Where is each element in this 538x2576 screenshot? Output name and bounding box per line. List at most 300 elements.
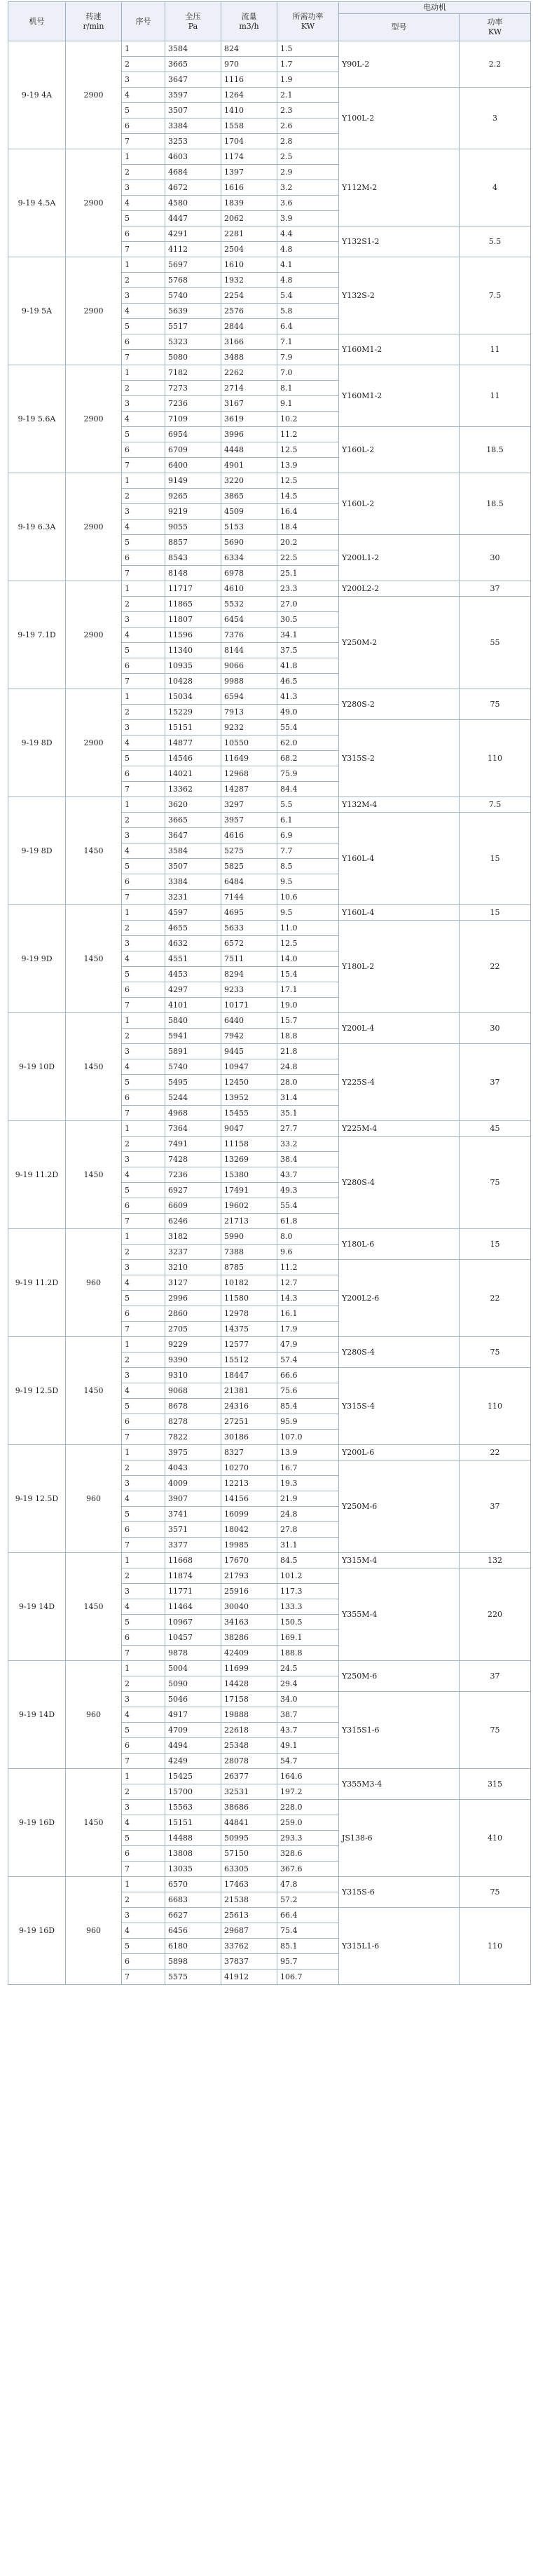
flow-cell: 5825 — [221, 859, 277, 874]
seq-cell: 1 — [122, 581, 165, 597]
power-cell: 66.4 — [277, 1908, 339, 1923]
motor-model-cell: Y200L2-6 — [339, 1260, 460, 1337]
pressure-cell: 6683 — [165, 1892, 221, 1908]
motor-power-cell: 15 — [460, 905, 531, 921]
seq-cell: 7 — [122, 350, 165, 365]
flow-cell: 5990 — [221, 1229, 277, 1245]
seq-cell: 4 — [122, 951, 165, 967]
flow-cell: 37837 — [221, 1954, 277, 1970]
power-cell: 2.1 — [277, 88, 339, 103]
header-pressure — [165, 2, 221, 41]
power-cell: 4.8 — [277, 242, 339, 257]
motor-power-cell: 75 — [460, 1877, 531, 1908]
pressure-cell: 13808 — [165, 1846, 221, 1862]
power-cell: 10.6 — [277, 890, 339, 905]
seq-cell: 2 — [122, 921, 165, 936]
motor-power-cell: 22 — [460, 1445, 531, 1460]
pressure-cell: 5898 — [165, 1954, 221, 1970]
power-cell: 57.2 — [277, 1892, 339, 1908]
flow-cell: 4616 — [221, 828, 277, 843]
power-cell: 95.7 — [277, 1954, 339, 1970]
seq-cell: 1 — [122, 473, 165, 489]
speed-cell: 1450 — [66, 905, 122, 1013]
motor-model-cell: Y315S1-6 — [339, 1692, 460, 1769]
flow-cell: 6334 — [221, 550, 277, 566]
seq-cell: 4 — [122, 196, 165, 211]
seq-cell: 3 — [122, 288, 165, 304]
pressure-cell: 9055 — [165, 520, 221, 535]
motor-model-cell: Y355M-4 — [339, 1568, 460, 1661]
seq-cell: 6 — [122, 550, 165, 566]
speed-cell: 960 — [66, 1229, 122, 1337]
pressure-cell: 4655 — [165, 921, 221, 936]
flow-cell: 1704 — [221, 134, 277, 149]
seq-cell: 2 — [122, 1676, 165, 1692]
power-cell: 1.5 — [277, 41, 339, 57]
flow-cell: 3996 — [221, 427, 277, 442]
header-flow-label: 流量 — [241, 11, 257, 21]
motor-model-cell: Y100L-2 — [339, 88, 460, 149]
seq-cell: 4 — [122, 1383, 165, 1399]
seq-cell: 3 — [122, 612, 165, 628]
pressure-cell: 11807 — [165, 612, 221, 628]
seq-cell: 1 — [122, 797, 165, 813]
seq-cell: 3 — [122, 504, 165, 520]
motor-model-cell: Y315L1-6 — [339, 1908, 460, 1985]
seq-cell: 5 — [122, 1291, 165, 1306]
table-row — [8, 149, 531, 165]
flow-cell: 12577 — [221, 1337, 277, 1353]
table-row — [8, 1013, 531, 1029]
seq-cell: 7 — [122, 1538, 165, 1553]
pressure-cell: 6627 — [165, 1908, 221, 1923]
power-cell: 5.4 — [277, 288, 339, 304]
power-cell: 4.1 — [277, 257, 339, 273]
seq-cell: 6 — [122, 1522, 165, 1538]
pressure-cell: 8148 — [165, 566, 221, 581]
flow-cell: 9232 — [221, 720, 277, 735]
power-cell: 16.4 — [277, 504, 339, 520]
pressure-cell: 4672 — [165, 180, 221, 196]
seq-cell: 3 — [122, 1908, 165, 1923]
table-row — [8, 797, 531, 813]
seq-cell: 1 — [122, 1445, 165, 1460]
pressure-cell: 7182 — [165, 365, 221, 381]
flow-cell: 4695 — [221, 905, 277, 921]
flow-cell: 2254 — [221, 288, 277, 304]
seq-cell: 5 — [122, 103, 165, 118]
speed-cell: 1450 — [66, 1553, 122, 1661]
power-cell: 117.3 — [277, 1584, 339, 1599]
motor-power-cell: 5.5 — [460, 226, 531, 257]
motor-model-cell: Y160M1-2 — [339, 334, 460, 365]
pressure-cell: 3507 — [165, 859, 221, 874]
pressure-cell: 13035 — [165, 1862, 221, 1877]
pressure-cell: 9265 — [165, 489, 221, 504]
flow-cell: 6454 — [221, 612, 277, 628]
pressure-cell: 7273 — [165, 381, 221, 396]
power-cell: 293.3 — [277, 1831, 339, 1846]
motor-power-cell: 110 — [460, 1908, 531, 1985]
flow-cell: 6440 — [221, 1013, 277, 1029]
motor-model-cell: Y90L-2 — [339, 41, 460, 88]
pressure-cell: 15425 — [165, 1769, 221, 1784]
flow-cell: 9988 — [221, 674, 277, 689]
flow-cell: 1174 — [221, 149, 277, 165]
power-cell: 367.6 — [277, 1862, 339, 1877]
flow-cell: 2576 — [221, 304, 277, 319]
flow-cell: 14156 — [221, 1491, 277, 1507]
pressure-cell: 3741 — [165, 1507, 221, 1522]
flow-cell: 970 — [221, 57, 277, 72]
seq-cell: 2 — [122, 1245, 165, 1260]
table-body — [8, 41, 531, 1985]
pressure-cell: 4453 — [165, 967, 221, 982]
power-cell: 29.4 — [277, 1676, 339, 1692]
table-row — [8, 365, 531, 381]
flow-cell: 4610 — [221, 581, 277, 597]
power-cell: 11.0 — [277, 921, 339, 936]
motor-power-cell: 220 — [460, 1568, 531, 1661]
pressure-cell: 9310 — [165, 1368, 221, 1383]
pressure-cell: 9878 — [165, 1646, 221, 1661]
seq-cell: 4 — [122, 1923, 165, 1939]
seq-cell: 5 — [122, 1507, 165, 1522]
pressure-cell: 3384 — [165, 874, 221, 890]
flow-cell: 32531 — [221, 1784, 277, 1800]
flow-cell: 25916 — [221, 1584, 277, 1599]
power-cell: 7.7 — [277, 843, 339, 859]
motor-model-cell: Y200L-6 — [339, 1445, 460, 1460]
pressure-cell: 5495 — [165, 1075, 221, 1090]
power-cell: 38.4 — [277, 1152, 339, 1167]
flow-cell: 14375 — [221, 1322, 277, 1337]
flow-cell: 3865 — [221, 489, 277, 504]
power-cell: 9.6 — [277, 1245, 339, 1260]
seq-cell: 7 — [122, 1646, 165, 1661]
power-cell: 164.6 — [277, 1769, 339, 1784]
seq-cell: 3 — [122, 1368, 165, 1383]
motor-power-cell: 2.2 — [460, 41, 531, 88]
power-cell: 12.7 — [277, 1275, 339, 1291]
speed-cell: 2900 — [66, 581, 122, 689]
seq-cell: 1 — [122, 1661, 165, 1676]
flow-cell: 3220 — [221, 473, 277, 489]
flow-cell: 11699 — [221, 1661, 277, 1676]
power-cell: 12.5 — [277, 442, 339, 458]
seq-cell: 7 — [122, 458, 165, 473]
pressure-cell: 5090 — [165, 1676, 221, 1692]
motor-power-cell: 3 — [460, 88, 531, 149]
pressure-cell: 4112 — [165, 242, 221, 257]
pressure-cell: 7491 — [165, 1137, 221, 1152]
pressure-cell: 3647 — [165, 828, 221, 843]
flow-cell: 11649 — [221, 751, 277, 766]
power-cell: 21.8 — [277, 1044, 339, 1059]
model-cell: 9-19 4A — [8, 41, 66, 149]
seq-cell: 5 — [122, 1615, 165, 1630]
power-cell: 2.3 — [277, 103, 339, 118]
seq-cell: 7 — [122, 1430, 165, 1445]
pressure-cell: 2705 — [165, 1322, 221, 1337]
motor-model-cell: Y250M-6 — [339, 1661, 460, 1692]
flow-cell: 4509 — [221, 504, 277, 520]
power-cell: 19.0 — [277, 998, 339, 1013]
flow-cell: 17158 — [221, 1692, 277, 1707]
pressure-cell: 3377 — [165, 1538, 221, 1553]
seq-cell: 2 — [122, 1460, 165, 1476]
power-cell: 188.8 — [277, 1646, 339, 1661]
power-cell: 7.0 — [277, 365, 339, 381]
pressure-cell: 5244 — [165, 1090, 221, 1106]
flow-cell: 6484 — [221, 874, 277, 890]
power-cell: 5.8 — [277, 304, 339, 319]
pressure-cell: 11340 — [165, 643, 221, 658]
pressure-cell: 9068 — [165, 1383, 221, 1399]
power-cell: 68.2 — [277, 751, 339, 766]
pressure-cell: 11668 — [165, 1553, 221, 1568]
model-cell: 9-19 14D — [8, 1661, 66, 1769]
pressure-cell: 5740 — [165, 1059, 221, 1075]
seq-cell: 7 — [122, 1106, 165, 1121]
flow-cell: 6572 — [221, 936, 277, 951]
pressure-cell: 7236 — [165, 1167, 221, 1183]
power-cell: 13.9 — [277, 1445, 339, 1460]
power-cell: 11.2 — [277, 427, 339, 442]
seq-cell: 6 — [122, 1630, 165, 1646]
pressure-cell: 2996 — [165, 1291, 221, 1306]
power-cell: 169.1 — [277, 1630, 339, 1646]
pressure-cell: 3210 — [165, 1260, 221, 1275]
pressure-cell: 6180 — [165, 1939, 221, 1954]
seq-cell: 7 — [122, 1970, 165, 1985]
seq-cell: 6 — [122, 442, 165, 458]
seq-cell: 7 — [122, 242, 165, 257]
power-cell: 15.4 — [277, 967, 339, 982]
motor-power-cell: 18.5 — [460, 427, 531, 473]
flow-cell: 17670 — [221, 1553, 277, 1568]
seq-cell: 5 — [122, 427, 165, 442]
flow-cell: 16099 — [221, 1507, 277, 1522]
flow-cell: 21793 — [221, 1568, 277, 1584]
motor-power-cell: 315 — [460, 1769, 531, 1800]
flow-cell: 2844 — [221, 319, 277, 334]
power-cell: 27.0 — [277, 597, 339, 612]
pressure-cell: 3665 — [165, 813, 221, 828]
power-cell: 28.0 — [277, 1075, 339, 1090]
motor-model-cell: Y225S-4 — [339, 1044, 460, 1121]
power-cell: 24.8 — [277, 1507, 339, 1522]
pressure-cell: 2860 — [165, 1306, 221, 1322]
power-cell: 75.9 — [277, 766, 339, 782]
power-cell: 75.4 — [277, 1923, 339, 1939]
flow-cell: 10171 — [221, 998, 277, 1013]
speed-cell: 960 — [66, 1661, 122, 1769]
seq-cell: 5 — [122, 211, 165, 226]
pressure-cell: 6456 — [165, 1923, 221, 1939]
motor-power-cell: 45 — [460, 1121, 531, 1137]
seq-cell: 1 — [122, 1121, 165, 1137]
power-cell: 62.0 — [277, 735, 339, 751]
seq-cell: 6 — [122, 1090, 165, 1106]
pressure-cell: 9219 — [165, 504, 221, 520]
seq-cell: 3 — [122, 1152, 165, 1167]
flow-cell: 26377 — [221, 1769, 277, 1784]
table-row — [8, 905, 531, 921]
header-speed — [66, 2, 122, 41]
power-cell: 18.8 — [277, 1029, 339, 1044]
flow-cell: 3167 — [221, 396, 277, 412]
power-cell: 27.7 — [277, 1121, 339, 1137]
motor-model-cell: Y180L-6 — [339, 1229, 460, 1260]
seq-cell: 7 — [122, 890, 165, 905]
seq-cell: 5 — [122, 643, 165, 658]
power-cell: 5.5 — [277, 797, 339, 813]
seq-cell: 2 — [122, 165, 165, 180]
power-cell: 20.2 — [277, 535, 339, 550]
seq-cell: 2 — [122, 1892, 165, 1908]
flow-cell: 13269 — [221, 1152, 277, 1167]
pressure-cell: 3584 — [165, 41, 221, 57]
flow-cell: 25613 — [221, 1908, 277, 1923]
power-cell: 3.2 — [277, 180, 339, 196]
pressure-cell: 3571 — [165, 1522, 221, 1538]
flow-cell: 2504 — [221, 242, 277, 257]
pressure-cell: 5575 — [165, 1970, 221, 1985]
power-cell: 1.7 — [277, 57, 339, 72]
power-cell: 2.6 — [277, 118, 339, 134]
pressure-cell: 10967 — [165, 1615, 221, 1630]
pressure-cell: 4494 — [165, 1738, 221, 1754]
pressure-cell: 3620 — [165, 797, 221, 813]
flow-cell: 5690 — [221, 535, 277, 550]
pressure-cell: 4101 — [165, 998, 221, 1013]
pressure-cell: 4597 — [165, 905, 221, 921]
flow-cell: 12213 — [221, 1476, 277, 1491]
flow-cell: 5153 — [221, 520, 277, 535]
flow-cell: 19602 — [221, 1198, 277, 1214]
flow-cell: 9445 — [221, 1044, 277, 1059]
seq-cell: 4 — [122, 1059, 165, 1075]
flow-cell: 1264 — [221, 88, 277, 103]
flow-cell: 9233 — [221, 982, 277, 998]
header-pressure-label: 全压 — [185, 11, 201, 21]
power-cell: 14.3 — [277, 1291, 339, 1306]
seq-cell: 6 — [122, 1954, 165, 1970]
flow-cell: 12978 — [221, 1306, 277, 1322]
pressure-cell: 5840 — [165, 1013, 221, 1029]
pressure-cell: 5740 — [165, 288, 221, 304]
flow-cell: 21538 — [221, 1892, 277, 1908]
seq-cell: 3 — [122, 1692, 165, 1707]
header-motor-power-unit: KW — [488, 27, 502, 36]
flow-cell: 5275 — [221, 843, 277, 859]
motor-model-cell: Y355M3-4 — [339, 1769, 460, 1800]
pressure-cell: 11596 — [165, 628, 221, 643]
power-cell: 14.0 — [277, 951, 339, 967]
motor-power-cell: 22 — [460, 1260, 531, 1337]
table-row — [8, 257, 531, 273]
power-cell: 22.5 — [277, 550, 339, 566]
seq-cell: 5 — [122, 967, 165, 982]
model-cell: 9-19 12.5D — [8, 1337, 66, 1445]
table-row — [8, 1445, 531, 1460]
power-cell: 16.7 — [277, 1460, 339, 1476]
motor-power-cell: 37 — [460, 1661, 531, 1692]
seq-cell: 7 — [122, 1322, 165, 1337]
model-cell: 9-19 4.5A — [8, 149, 66, 257]
power-cell: 27.8 — [277, 1522, 339, 1538]
seq-cell: 6 — [122, 1846, 165, 1862]
power-cell: 12.5 — [277, 936, 339, 951]
power-cell: 6.1 — [277, 813, 339, 828]
flow-cell: 15512 — [221, 1353, 277, 1368]
power-cell: 24.8 — [277, 1059, 339, 1075]
flow-cell: 10550 — [221, 735, 277, 751]
pressure-cell: 5004 — [165, 1661, 221, 1676]
flow-cell: 30186 — [221, 1430, 277, 1445]
pressure-cell: 4684 — [165, 165, 221, 180]
table-row — [8, 1769, 531, 1784]
motor-model-cell: Y315M-4 — [339, 1553, 460, 1568]
power-cell: 3.9 — [277, 211, 339, 226]
table-row — [8, 41, 531, 57]
flow-cell: 1610 — [221, 257, 277, 273]
power-cell: 41.8 — [277, 658, 339, 674]
flow-cell: 7376 — [221, 628, 277, 643]
power-cell: 43.7 — [277, 1167, 339, 1183]
pressure-cell: 9229 — [165, 1337, 221, 1353]
power-cell: 328.6 — [277, 1846, 339, 1862]
motor-model-cell: Y280S-4 — [339, 1137, 460, 1229]
flow-cell: 1616 — [221, 180, 277, 196]
power-cell: 49.1 — [277, 1738, 339, 1754]
power-cell: 30.5 — [277, 612, 339, 628]
power-cell: 9.5 — [277, 874, 339, 890]
power-cell: 7.1 — [277, 334, 339, 350]
seq-cell: 6 — [122, 874, 165, 890]
motor-model-cell: Y160L-2 — [339, 427, 460, 473]
table-row — [8, 1877, 531, 1892]
power-cell: 12.5 — [277, 473, 339, 489]
power-cell: 47.8 — [277, 1877, 339, 1892]
motor-model-cell: Y250M-6 — [339, 1460, 460, 1553]
model-cell: 9-19 11.2D — [8, 1121, 66, 1229]
table-row — [8, 1661, 531, 1676]
seq-cell: 4 — [122, 412, 165, 427]
seq-cell: 2 — [122, 597, 165, 612]
pressure-cell: 6570 — [165, 1877, 221, 1892]
seq-cell: 3 — [122, 1584, 165, 1599]
table-row — [8, 1553, 531, 1568]
flow-cell: 6594 — [221, 689, 277, 705]
pressure-cell: 10457 — [165, 1630, 221, 1646]
flow-cell: 12968 — [221, 766, 277, 782]
seq-cell: 7 — [122, 674, 165, 689]
flow-cell: 14428 — [221, 1676, 277, 1692]
power-cell: 11.2 — [277, 1260, 339, 1275]
pressure-cell: 4968 — [165, 1106, 221, 1121]
pressure-cell: 10935 — [165, 658, 221, 674]
flow-cell: 9047 — [221, 1121, 277, 1137]
table-row — [8, 581, 531, 597]
speed-cell: 960 — [66, 1877, 122, 1985]
power-cell: 8.1 — [277, 381, 339, 396]
power-cell: 15.7 — [277, 1013, 339, 1029]
power-cell: 101.2 — [277, 1568, 339, 1584]
speed-cell: 1450 — [66, 1337, 122, 1445]
model-cell: 9-19 14D — [8, 1553, 66, 1661]
